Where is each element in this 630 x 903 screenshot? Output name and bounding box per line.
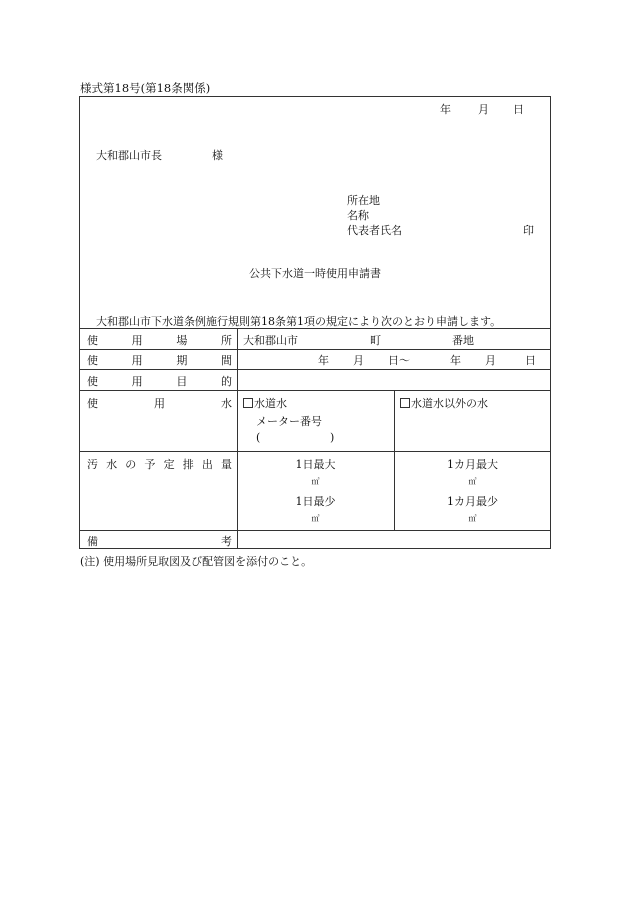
meter-number-open-paren: (	[256, 431, 261, 444]
date-day-label: 日	[513, 103, 524, 116]
meter-number-label: メーター番号	[256, 415, 322, 428]
document-title: 公共下水道一時使用申請書	[249, 267, 381, 280]
table-rule-purpose	[79, 390, 551, 391]
location-lot-suffix: 番地	[452, 334, 474, 347]
addressee-name: 大和郡山市長	[96, 149, 162, 162]
date-year-label: 年	[440, 103, 451, 116]
applicant-address-label: 所在地	[347, 194, 380, 207]
remarks-label-char: 備	[87, 535, 98, 548]
location-label-char: 用	[131, 334, 143, 347]
application-statement: 大和郡山市下水道条例施行規則第18条第1項の規定により次のとおり申請します。	[96, 315, 502, 328]
discharge-label-char: 量	[220, 458, 232, 471]
table-rule-period	[79, 369, 551, 370]
remarks-row-label	[87, 533, 232, 549]
discharge-label-char: 排	[182, 458, 194, 471]
discharge-label-char: 汚	[87, 458, 98, 471]
other-water-option	[400, 395, 488, 411]
table-rule-discharge	[79, 530, 551, 531]
discharge-label-char: 予	[144, 458, 156, 471]
monthly-min-unit: ㎥	[468, 514, 477, 523]
period-row-label	[87, 352, 232, 368]
purpose-label-char: 目	[176, 375, 188, 388]
applicant-name-label: 名称	[347, 209, 369, 222]
other-water-checkbox-icon	[400, 398, 410, 408]
discharge-label-char: の	[125, 458, 137, 471]
period-start-day: 日〜	[388, 354, 410, 367]
daily-min-label: 1日最少	[295, 495, 336, 508]
date-month-label: 月	[478, 103, 489, 116]
discharge-label-char: 水	[106, 458, 118, 471]
addressee-honorific: 様	[212, 149, 223, 162]
table-rule-location	[79, 349, 551, 350]
tap-water-option	[243, 395, 287, 411]
period-label-char: 間	[220, 354, 232, 367]
daily-min-unit: ㎥	[311, 514, 320, 523]
water-label-char: 用	[154, 397, 165, 410]
period-start-year: 年	[318, 354, 329, 367]
discharge-label-char: 定	[163, 458, 175, 471]
applicant-representative-label: 代表者氏名	[347, 224, 402, 237]
remarks-label-char: 考	[221, 535, 232, 548]
monthly-max-label: 1カ月最大	[447, 458, 498, 471]
daily-max-label: 1日最大	[295, 458, 336, 471]
tap-water-checkbox-icon	[243, 398, 253, 408]
purpose-row-label	[87, 373, 232, 389]
daily-max-unit: ㎥	[311, 477, 320, 486]
attachment-note: (注) 使用場所見取図及び配管図を添付のこと。	[80, 555, 313, 568]
purpose-label-char: 的	[220, 375, 232, 388]
period-end-day: 日	[525, 354, 536, 367]
location-row-label	[87, 332, 232, 348]
monthly-max-unit: ㎥	[468, 477, 477, 486]
location-label-char: 場	[176, 334, 188, 347]
water-label-char: 水	[221, 397, 232, 410]
location-city: 大和郡山市	[243, 334, 298, 347]
location-label-char: 所	[220, 334, 232, 347]
monthly-min-label: 1カ月最少	[447, 495, 498, 508]
meter-number-close-paren: )	[330, 431, 335, 444]
purpose-label-char: 使	[87, 375, 98, 388]
period-label-char: 期	[176, 354, 188, 367]
discharge-row-label	[87, 456, 232, 472]
period-start-month: 月	[353, 354, 364, 367]
period-end-month: 月	[485, 354, 496, 367]
tap-water-option-label: 水道水	[254, 397, 287, 410]
location-label-char: 使	[87, 334, 98, 347]
discharge-label-char: 出	[201, 458, 213, 471]
table-rule-top	[79, 328, 551, 329]
other-water-option-label: 水道水以外の水	[411, 397, 488, 410]
water-row-label	[87, 395, 232, 411]
seal-mark: 印	[523, 224, 534, 237]
water-label-char: 使	[87, 397, 98, 410]
form-number-label: 様式第18号(第18条関係)	[80, 81, 211, 95]
location-town-suffix: 町	[370, 334, 381, 347]
period-label-char: 使	[87, 354, 98, 367]
period-end-year: 年	[450, 354, 461, 367]
period-label-char: 用	[131, 354, 143, 367]
purpose-label-char: 用	[131, 375, 143, 388]
table-rule-water	[79, 451, 551, 452]
